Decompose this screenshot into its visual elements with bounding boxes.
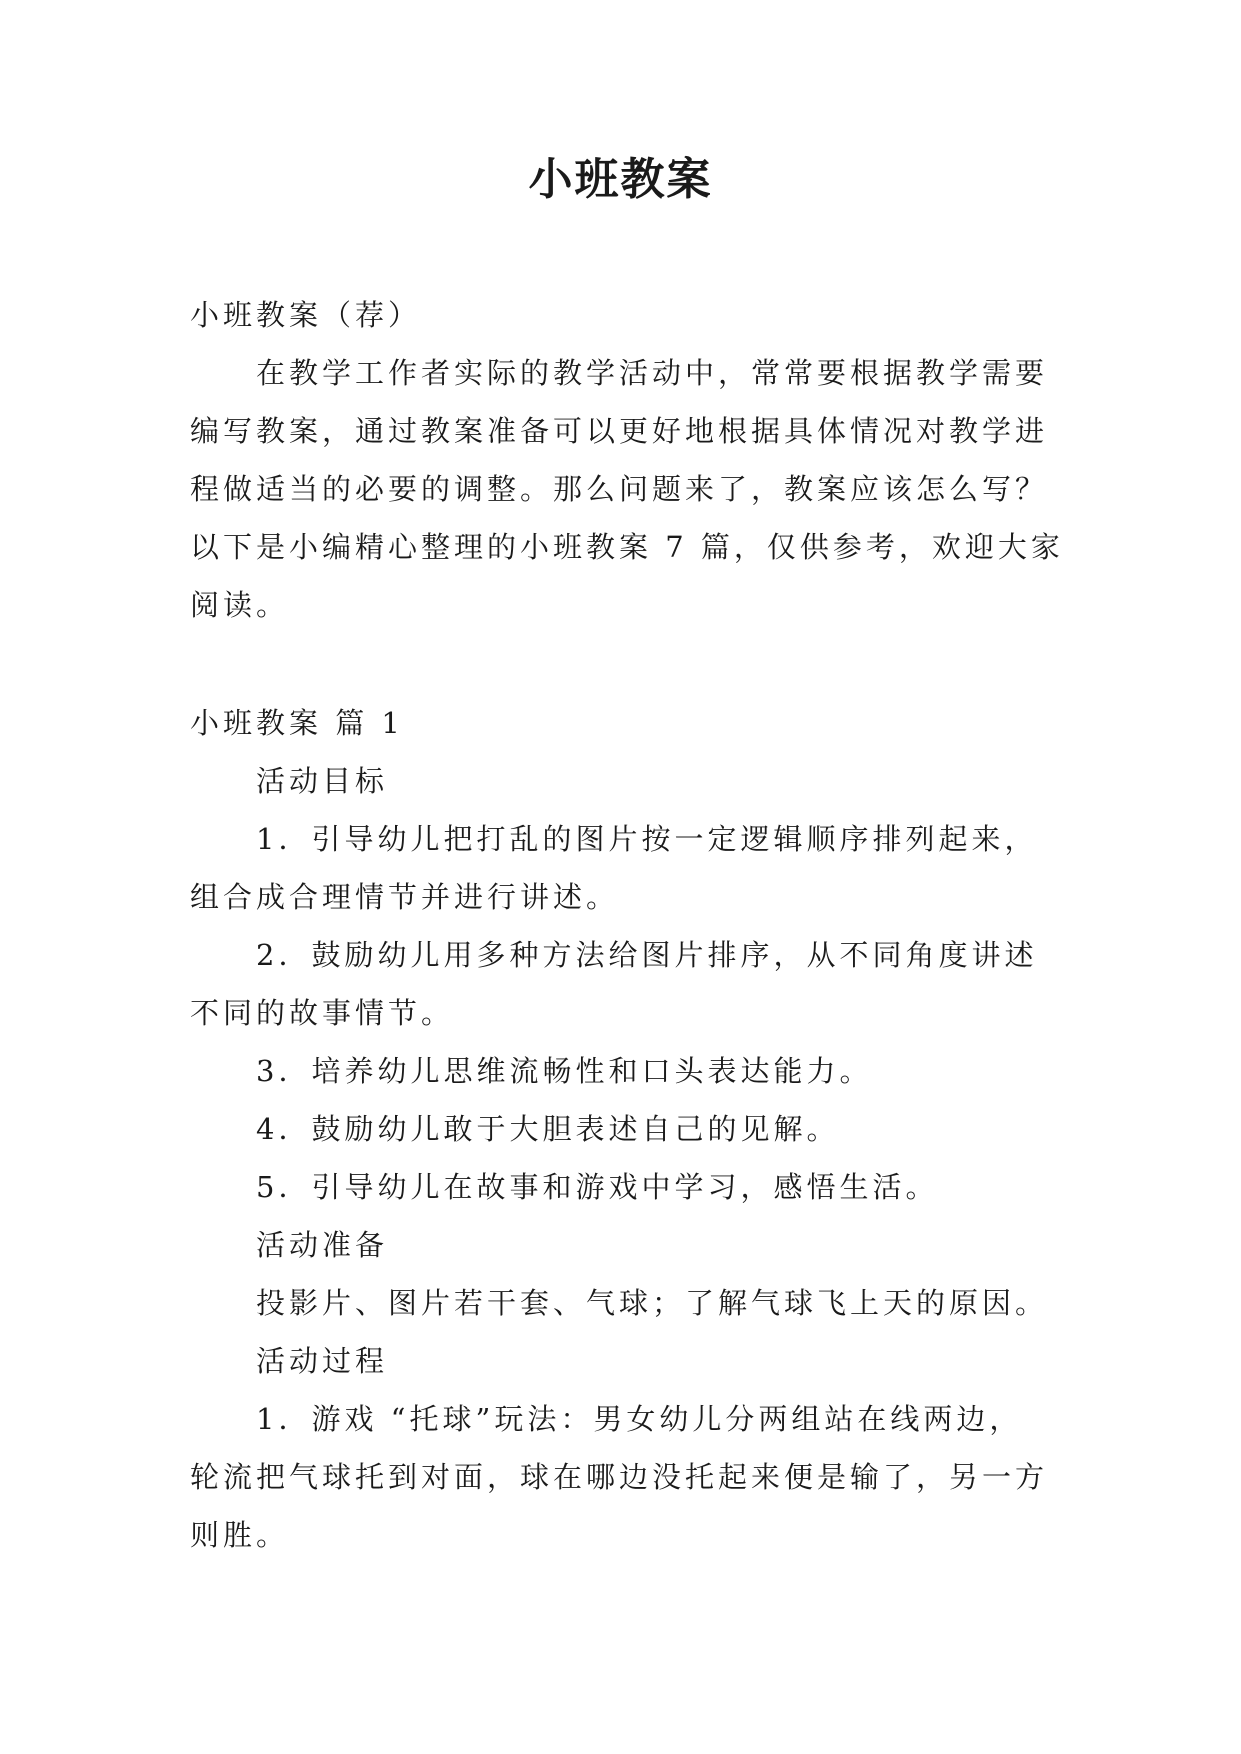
goal-line: 不同的故事情节。 <box>190 996 455 1030</box>
intro-line: 阅读。 <box>190 588 290 622</box>
goal-line: 1．引导幼儿把打乱的图片按一定逻辑顺序排列起来， <box>256 822 1038 856</box>
prep-heading: 活动准备 <box>256 1228 389 1262</box>
process-heading: 活动过程 <box>256 1344 389 1378</box>
process-line: 轮流把气球托到对面，球在哪边没托起来便是输了，另一方 <box>190 1460 1049 1494</box>
goals-heading: 活动目标 <box>256 764 389 798</box>
spacer <box>190 634 1060 694</box>
document-title: 小班教案 <box>528 154 713 205</box>
goal-line: 组合成合理情节并进行讲述。 <box>190 880 620 914</box>
section-title: 小班教案 篇 1 <box>190 706 404 740</box>
process-line: 则胜。 <box>190 1518 290 1552</box>
intro-line: 程做适当的必要的调整。那么问题来了，教案应该怎么写？ <box>190 472 1049 506</box>
intro-line: 在教学工作者实际的教学活动中，常常要根据教学需要 <box>256 356 1049 390</box>
document-body <box>190 286 1064 1564</box>
intro-line: 编写教案，通过教案准备可以更好地根据具体情况对教学进 <box>190 414 1049 448</box>
document-subtitle: 小班教案（荐） <box>190 298 422 332</box>
goal-line: 2．鼓励幼儿用多种方法给图片排序，从不同角度讲述 <box>256 938 1038 972</box>
goal-line: 3．培养幼儿思维流畅性和口头表达能力。 <box>256 1054 873 1088</box>
process-line: 1．游戏 “托球”玩法：男女幼儿分两组站在线两边， <box>256 1402 1023 1436</box>
intro-line: 以下是小编精心整理的小班教案 7 篇，仅供参考，欢迎大家 <box>190 530 1064 564</box>
goal-line: 4．鼓励幼儿敢于大胆表述自己的见解。 <box>256 1112 840 1146</box>
goal-line: 5．引导幼儿在故事和游戏中学习，感悟生活。 <box>256 1170 939 1204</box>
prep-text: 投影片、图片若干套、气球；了解气球飞上天的原因。 <box>256 1286 1049 1320</box>
